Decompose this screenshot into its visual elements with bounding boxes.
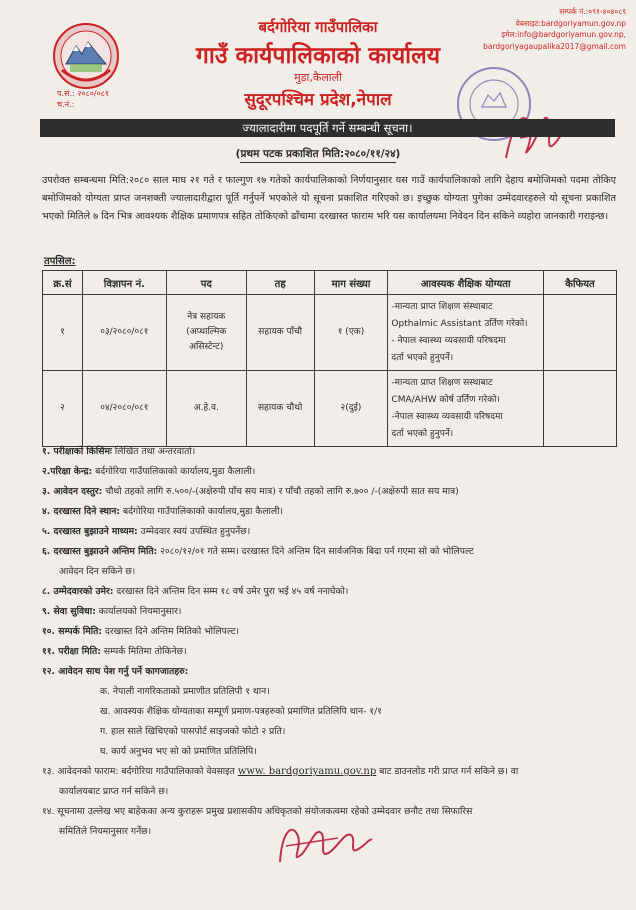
list-item <box>42 502 616 522</box>
cell-adv-no: ०३/२०८०/०८१ <box>82 295 166 371</box>
item-label: ११. परीक्षा मिति: <box>42 646 101 657</box>
item-label: १. परीक्षाको किसिमः <box>42 446 112 457</box>
item-text: उम्मेदवार स्वयं उपस्थित हुनुपर्नेछ। <box>140 526 251 537</box>
intro-paragraph: उपरोक्त सम्बन्धमा मिति:२०८० साल माघ २१ गते र फाल्गुण १७ गतेको कार्यपालिकाको निर्णयानुसार यस गाउँ कार्यपालिकाको लागि देहाय बमोजिमको पदमा तोकिए बमोजिमको योग्यता प्राप्त जनशक्ती ज्यालादारीद्वारा पूर्ति गर्नुपर्ने भएकोले यो सूचना प्रकाशित गरिएको छ। इच्छुक योग्यता पुगेका उम्मेदवारहरुले यो सूचना प्रकाशित भएको मितिले ७ दिन भित्र आवश्यक शैक्षिक प्रमाणपत्र सहित तोकिएको ढाँचामा दरखास्त फाराम भरि यस कार्यालयमा निवेदन दिन सकिने व्यहोरा जानकारी गराइन्छ। <box>42 175 616 222</box>
website-link[interactable]: www. bardgoriyamu.gov.np <box>237 766 377 777</box>
list-item <box>42 622 616 642</box>
office-place: मुडा,कैलाली <box>294 71 342 84</box>
notice-title: ज्यालादारीमा पदपूर्ति गर्ने सम्बन्धी सूचना। <box>242 121 413 135</box>
item-label: ६. दरखास्त बुझाउने अन्तिम मिति: <box>42 546 158 557</box>
cell-demand: २(दुई) <box>314 371 388 447</box>
list-item <box>42 542 616 562</box>
contact-phone: सम्पर्क नं.:०९१-४०४०८९ <box>559 7 626 16</box>
item-text: कार्यालयको नियमानुसार। <box>98 606 182 617</box>
list-item <box>42 482 616 502</box>
list-item <box>42 642 616 662</box>
list-item <box>42 602 616 622</box>
table-header-row <box>43 271 617 295</box>
province-name: सुदूरपश्चिम प्रदेश,नेपाल <box>244 90 392 110</box>
contact-email: इमेल:info@bardgoriyamun.gov.np, <box>501 30 626 39</box>
cell-qualification <box>388 295 544 371</box>
qualification-line: Opthalmic Assistant उर्तिण गरेको। <box>391 318 528 329</box>
contact-block <box>446 6 626 52</box>
qualification-line: दर्ता भएको हुनुपर्ने। <box>391 428 454 439</box>
header-qualification: आवस्यक शैक्षिक योग्यता <box>388 271 544 295</box>
dispatch-no: च.नं.: <box>57 100 75 109</box>
item-label: ३. आवेदन दस्तुर: <box>42 486 103 497</box>
cell-adv-no: ०४/२०८०/०८१ <box>82 371 166 447</box>
qualification-line: दर्ता भएको हुनुपर्ने। <box>391 352 454 363</box>
list-item-continuation: समितिले नियमानुसार गर्नेछ। <box>59 826 152 837</box>
cell-level: सहायक चौथो <box>246 371 314 447</box>
publish-date-underline <box>240 162 396 163</box>
item-label: ५. दरखास्त बुझाउने माध्यम: <box>42 526 138 537</box>
item-label: १२. आवेदन साथ पेश गर्नु पर्ने कागजातहरु: <box>42 666 189 677</box>
list-item <box>42 662 616 682</box>
cell-remark <box>544 371 617 447</box>
qualification-line: -मान्यता प्राप्त शिक्षण संस्थाबाट <box>391 301 493 312</box>
list-item <box>42 462 616 482</box>
header-level: तह <box>246 271 314 295</box>
item-text: बर्दगोरिया गाउँपालिकाको कार्यालय,मुडा कैलाली। <box>95 466 256 477</box>
header-adv-no: विज्ञापन नं. <box>82 271 166 295</box>
cell-sn: २ <box>43 371 83 447</box>
document-item: घ. कार्य अनुभव भए सो को प्रमाणित प्रतिलिपि। <box>100 746 257 757</box>
list-item-continuation: कार्यालयबाट प्राप्त गर्न सकिने छ। <box>59 786 169 797</box>
document-item: ख. आवस्यक शैक्षिक योग्यताका सम्पूर्ण प्रमाण-पत्रहरुको प्रमाणित प्रतिलिपि थान- १/१ <box>100 706 383 717</box>
item-label: २.परिक्षा केन्द्र: <box>42 466 93 477</box>
item-text: बर्दगोरिया गाउँपालिकाको कार्यालय,मुडा कैलाली। <box>122 506 284 517</box>
item-text: दरखास्त दिने अन्तिम मितिको भोलिपल्ट। <box>104 626 240 637</box>
document-item: क. नेपाली नागरिकताको प्रमाणीत प्रतिलिपी १ थान। <box>100 686 270 697</box>
list-item <box>42 442 616 462</box>
item-text: २०८०/१२/०१ गते सम्म। दरखास्त दिने अन्तिम दिन सार्वजनिक बिदा पर्न गएमा सो को भोलिपल्ट <box>160 546 474 557</box>
list-item <box>42 582 616 602</box>
item-label: १०. सम्पर्क मिति: <box>42 626 103 637</box>
list-item <box>42 522 616 542</box>
table-row <box>43 371 617 447</box>
cell-sn: १ <box>43 295 83 371</box>
cell-level: सहायक पाँचौ <box>246 295 314 371</box>
item-text: १३. आवेदनको फाराम: बर्दगोरिया गाउँपालिकाको वेवसाइत <box>42 766 238 777</box>
list-item: १४. सूचनामा उल्लेख भए बाहेकका अन्य कुराहरू प्रमुख प्रशासकीय अधिकृतको संयोजकत्वमा रहेको उम्मेदवार छनौट तथा सिफारिस <box>42 806 473 817</box>
item-text: दरखास्त दिने अन्तिम दिन सम्म १८ वर्ष उमेर पुरा भई ४५ वर्ष ननाघेको। <box>116 586 349 597</box>
header-demand: माग संख्या <box>314 271 388 295</box>
office-name: गाउँ कार्यपालिकाको कार्यालय <box>195 43 441 69</box>
item-text: लिखित तथा अन्तरवार्ता। <box>114 446 196 457</box>
contact-email-2: bardgoriyagaupalika2017@gmail.com <box>483 41 626 51</box>
header-remark: कैफियत <box>544 271 617 295</box>
cell-remark <box>544 295 617 371</box>
details-label: तपसिल: <box>44 256 76 267</box>
item-text: बाट डाउनलोड गरी प्राप्त गर्न सकिने छ। वा <box>376 766 519 777</box>
cell-post: अ.हे.व. <box>166 371 246 447</box>
header-sn: क्र.सं <box>43 271 83 295</box>
qualification-line: CMA/AHW कोर्ष उर्तिण गरेको। <box>391 394 500 405</box>
document-item: ग. हाल साले खिचिएको पासपोर्ट साइजको फोटो २ प्रति। <box>100 726 286 737</box>
contact-website: वेबसाइट:bardgoriyamun.gov.np <box>515 18 626 28</box>
cell-demand: १ (एक) <box>314 295 388 371</box>
municipality-name: बर्दगोरिया गाउँपालिका <box>258 18 378 36</box>
list-item <box>42 762 616 782</box>
item-text: सम्पर्क मितिमा तोकिनेछ। <box>103 646 187 657</box>
item-label: ८. उम्मेदवारको उमेर: <box>42 586 114 597</box>
publish-date: (प्रथम पटक प्रकाशित मिति:२०८०/११/२४) <box>235 148 401 160</box>
vacancy-table <box>42 270 617 447</box>
cell-qualification <box>388 371 544 447</box>
ref-no: प.सं.: २०८०/०८१ <box>57 89 110 98</box>
qualification-line: -मान्यता प्राप्त शिक्षण सस्थाबाट <box>391 377 493 388</box>
item-label: ४. दरखास्त दिने स्थान: <box>42 506 120 517</box>
signature-bottom-icon <box>268 812 378 877</box>
cell-post: नेत्र सहायक (अप्थाल्मिक असिस्टेन्ट) <box>166 295 246 371</box>
terms-list <box>42 442 616 842</box>
table-row <box>43 295 617 371</box>
item-text: चौथो तहको लागि रु.५००/-(अक्षेरुपी पाँच सय मात्र) र पाँचौ तहको लागि रु.७०० /-(अक्षेरुपी सात सय मात्र) <box>105 486 459 497</box>
qualification-line: - नेपाल स्वास्थ्य व्यवसायी परिषदमा <box>391 335 506 346</box>
header-post: पद <box>166 271 246 295</box>
item-label: ९. सेवा सुविधा: <box>42 606 96 617</box>
qualification-line: -नेपाल स्वास्थ्य व्यवसायी परिषदमा <box>391 411 503 422</box>
list-item-continuation: आवेदन दिन सकिने छ। <box>59 566 136 577</box>
